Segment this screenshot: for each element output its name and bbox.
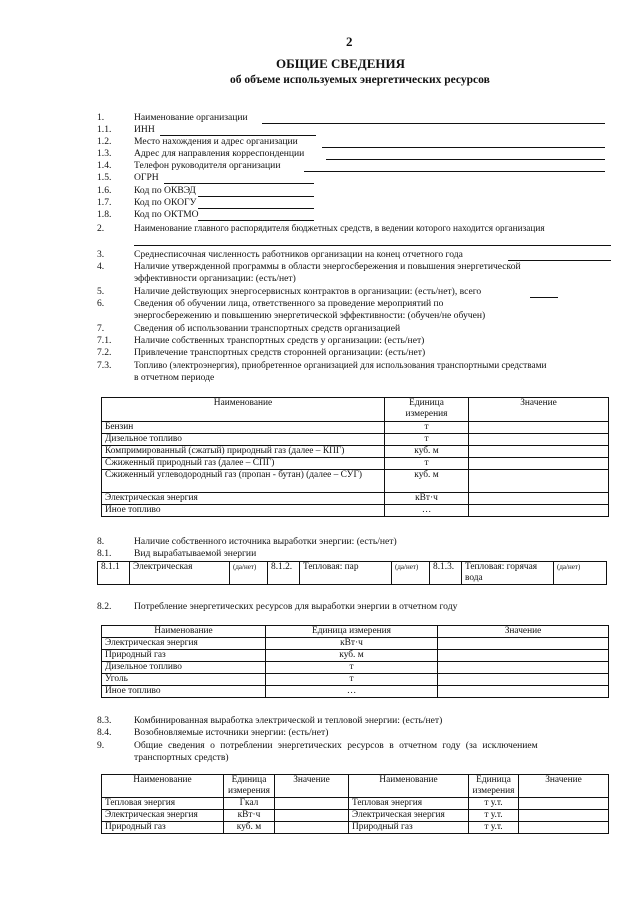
field-line[interactable] bbox=[262, 123, 605, 124]
type-num: 8.1.3. bbox=[430, 562, 462, 585]
row-name: Электрическая энергия bbox=[102, 810, 224, 822]
header-cell: Значение bbox=[275, 775, 349, 798]
row-unit: куб. м bbox=[224, 822, 275, 834]
field-num: 1.3. bbox=[97, 148, 112, 159]
item-7-3-text: Топливо (электроэнергия), приобретенное организацией для использования транспортными средствами bbox=[134, 361, 547, 371]
item-8-2-text: Потребление энергетических ресурсов для выработки энергии в отчетном году bbox=[134, 601, 458, 612]
table-row bbox=[102, 798, 609, 810]
field-label: Код по ОКВЭД bbox=[134, 185, 196, 196]
field-num: 1.2. bbox=[97, 136, 112, 147]
energy-type-table bbox=[97, 561, 607, 585]
item-4-text: эффективности организации: (есть/нет) bbox=[134, 273, 296, 284]
fuel-table bbox=[101, 397, 609, 517]
item-9-text: Общие сведения о потреблении энергетических ресурсов в отчетном году (за исключением bbox=[134, 740, 538, 751]
item-7-3-text: в отчетном периоде bbox=[134, 372, 215, 383]
item-6-text: Сведения об обучении лица, ответственного за проведение мероприятий по bbox=[134, 298, 444, 309]
row-unit: т bbox=[266, 662, 438, 674]
row-name: Природный газ bbox=[102, 822, 224, 834]
table-row bbox=[102, 686, 609, 698]
table-row bbox=[102, 458, 609, 470]
header-cell: Наименование bbox=[102, 626, 266, 638]
row-unit: кВт·ч bbox=[385, 493, 469, 505]
header-cell: Единица измерения bbox=[385, 398, 469, 422]
type-yes-no[interactable]: (да/нет) bbox=[392, 562, 430, 585]
consumption-table bbox=[101, 774, 609, 834]
table-row bbox=[102, 810, 609, 822]
table-row bbox=[102, 662, 609, 674]
row-name: Сжиженный природный газ (далее – СПГ) bbox=[102, 458, 385, 470]
type-name: Тепловая: горячая вода bbox=[462, 562, 554, 585]
row-value[interactable] bbox=[469, 505, 609, 517]
field-line[interactable] bbox=[304, 171, 605, 172]
type-name: Электрическая bbox=[130, 562, 230, 585]
item-num: 3. bbox=[97, 249, 105, 260]
field-num: 1.7. bbox=[97, 197, 112, 208]
item-4-text: Наличие утвержденной программы в области энергосбережения и повышения энергетической bbox=[134, 261, 521, 272]
row-value[interactable] bbox=[519, 822, 609, 834]
field-label: Код по ОКТМО bbox=[134, 209, 199, 220]
item-num: 7. bbox=[97, 323, 105, 334]
item-num: 7.2. bbox=[97, 347, 112, 358]
row-value[interactable] bbox=[438, 674, 609, 686]
row-unit: т bbox=[385, 458, 469, 470]
row-value[interactable] bbox=[519, 798, 609, 810]
field-line[interactable] bbox=[322, 147, 605, 148]
row-value[interactable] bbox=[469, 470, 609, 493]
item-2-text: Наименование главного распорядителя бюджетных средств, в ведении которого находится организация bbox=[134, 224, 545, 234]
item-8-1-text: Вид вырабатываемой энергии bbox=[134, 548, 257, 559]
item-3-line[interactable] bbox=[508, 260, 611, 261]
item-num: 8.4. bbox=[97, 727, 112, 738]
item-8-text: Наличие собственного источника выработки энергии: (есть/нет) bbox=[134, 536, 397, 547]
row-unit: куб. м bbox=[385, 470, 469, 493]
field-num: 1.8. bbox=[97, 209, 112, 220]
row-name: Иное топливо bbox=[102, 505, 385, 517]
row-unit: т у.т. bbox=[469, 822, 519, 834]
field-label: Место нахождения и адрес организации bbox=[134, 136, 298, 147]
item-8-4-text: Возобновляемые источники энергии: (есть/нет) bbox=[134, 727, 329, 738]
row-value[interactable] bbox=[275, 810, 349, 822]
row-unit: т у.т. bbox=[469, 798, 519, 810]
row-name: Тепловая энергия bbox=[349, 798, 469, 810]
row-name: Компримированный (сжатый) природный газ (далее – КПГ) bbox=[102, 446, 385, 458]
item-2-line[interactable] bbox=[134, 245, 611, 246]
field-line[interactable] bbox=[326, 159, 605, 160]
table-header-row bbox=[102, 775, 609, 798]
field-line[interactable] bbox=[164, 183, 314, 184]
row-unit: … bbox=[266, 686, 438, 698]
row-name: Тепловая энергия bbox=[102, 798, 224, 810]
field-num: 1.1. bbox=[97, 124, 112, 135]
row-unit: … bbox=[385, 505, 469, 517]
table-row bbox=[102, 822, 609, 834]
type-num: 8.1.2. bbox=[268, 562, 300, 585]
item-num: 8.2. bbox=[97, 601, 112, 612]
field-line[interactable] bbox=[198, 220, 314, 221]
table-row bbox=[98, 562, 607, 585]
row-name: Бензин bbox=[102, 422, 385, 434]
row-unit: кВт·ч bbox=[224, 810, 275, 822]
item-6-text: энергосбережению и повышению энергетической эффективности: (обучен/не обучен) bbox=[134, 310, 486, 321]
row-name: Электрическая энергия bbox=[102, 493, 385, 505]
header-cell: Наименование bbox=[349, 775, 469, 798]
row-name: Уголь bbox=[102, 674, 266, 686]
item-8-3-text: Комбинированная выработка электрической и тепловой энергии: (есть/нет) bbox=[134, 715, 443, 726]
page-title: ОБЩИЕ СВЕДЕНИЯ bbox=[276, 56, 405, 71]
header-cell: Единица измерения bbox=[266, 626, 438, 638]
header-cell: Наименование bbox=[102, 775, 224, 798]
row-value[interactable] bbox=[469, 446, 609, 458]
table-row bbox=[102, 446, 609, 458]
field-num: 1.5. bbox=[97, 172, 112, 183]
row-unit: т bbox=[385, 422, 469, 434]
field-line[interactable] bbox=[198, 208, 314, 209]
item-7-2-text: Привлечение транспортных средств сторонней организации: (есть/нет) bbox=[134, 347, 426, 358]
field-label: Наименование организации bbox=[134, 112, 248, 123]
row-value[interactable] bbox=[469, 493, 609, 505]
field-num: 1.6. bbox=[97, 185, 112, 196]
table-row bbox=[102, 470, 609, 493]
table-row bbox=[102, 505, 609, 517]
row-name: Природный газ bbox=[349, 822, 469, 834]
header-cell: Значение bbox=[438, 626, 609, 638]
row-name: Дизельное топливо bbox=[102, 662, 266, 674]
row-value[interactable] bbox=[275, 798, 349, 810]
header-cell: Значение bbox=[519, 775, 609, 798]
table-row bbox=[102, 434, 609, 446]
row-unit: т bbox=[385, 434, 469, 446]
row-value[interactable] bbox=[469, 422, 609, 434]
item-num: 9. bbox=[97, 740, 105, 751]
row-value[interactable] bbox=[438, 638, 609, 650]
table-row bbox=[102, 422, 609, 434]
row-name: Дизельное топливо bbox=[102, 434, 385, 446]
item-num: 2. bbox=[97, 223, 105, 234]
row-unit: куб. м bbox=[266, 650, 438, 662]
row-value[interactable] bbox=[438, 650, 609, 662]
item-5-line[interactable] bbox=[530, 297, 558, 298]
table-row bbox=[102, 493, 609, 505]
row-name: Сжиженный углеводородный газ (пропан - бутан) (далее – СУГ) bbox=[102, 470, 385, 493]
table-row bbox=[102, 650, 609, 662]
page-number: 2 bbox=[346, 34, 353, 49]
row-value[interactable] bbox=[469, 458, 609, 470]
field-label: Адрес для направления корреспонденции bbox=[134, 148, 305, 159]
header-cell: Значение bbox=[469, 398, 609, 422]
item-3-text: Среднесписочная численность работников организации на конец отчетного года bbox=[134, 249, 463, 260]
row-unit: Гкал bbox=[224, 798, 275, 810]
row-name: Природный газ bbox=[102, 650, 266, 662]
row-value[interactable] bbox=[275, 822, 349, 834]
row-unit: кВт·ч bbox=[266, 638, 438, 650]
row-unit: т bbox=[266, 674, 438, 686]
page-subtitle: об объеме используемых энергетических ресурсов bbox=[230, 74, 490, 86]
item-9-text: транспортных средств) bbox=[134, 752, 229, 763]
field-label: ОГРН bbox=[134, 172, 159, 183]
item-num: 8.1. bbox=[97, 548, 112, 559]
item-7-1-text: Наличие собственных транспортных средств у организации: (есть/нет) bbox=[134, 335, 425, 346]
field-label: Код по ОКОГУ bbox=[134, 197, 197, 208]
row-unit: куб. м bbox=[385, 446, 469, 458]
field-label: Телефон руководителя организации bbox=[134, 160, 281, 171]
generation-table bbox=[101, 625, 609, 698]
type-yes-no[interactable]: (да/нет) bbox=[230, 562, 268, 585]
item-num: 5. bbox=[97, 286, 105, 297]
item-num: 7.1. bbox=[97, 335, 112, 346]
item-7-text: Сведения об использовании транспортных средств организацией bbox=[134, 323, 401, 334]
row-value[interactable] bbox=[438, 662, 609, 674]
table-row bbox=[102, 674, 609, 686]
row-name: Электрическая энергия bbox=[102, 638, 266, 650]
field-label: ИНН bbox=[134, 124, 155, 135]
type-num: 8.1.1 bbox=[98, 562, 130, 585]
row-value[interactable] bbox=[519, 810, 609, 822]
type-yes-no[interactable]: (да/нет) bbox=[554, 562, 607, 585]
header-cell: Единица измерения bbox=[469, 775, 519, 798]
field-num: 1.4. bbox=[97, 160, 112, 171]
table-header-row bbox=[102, 398, 609, 422]
item-5-text: Наличие действующих энергосервисных контрактов в организации: (есть/нет), всего bbox=[134, 286, 482, 297]
row-name: Электрическая энергия bbox=[349, 810, 469, 822]
item-num: 4. bbox=[97, 261, 105, 272]
item-num: 6. bbox=[97, 298, 105, 309]
item-num: 7.3. bbox=[97, 360, 112, 371]
item-num: 8. bbox=[97, 536, 105, 547]
item-num: 8.3. bbox=[97, 715, 112, 726]
row-unit: т у.т. bbox=[469, 810, 519, 822]
header-cell: Единица измерения bbox=[224, 775, 275, 798]
row-name: Иное топливо bbox=[102, 686, 266, 698]
header-cell: Наименование bbox=[102, 398, 385, 422]
type-name: Тепловая: пар bbox=[300, 562, 392, 585]
row-value[interactable] bbox=[469, 434, 609, 446]
row-value[interactable] bbox=[438, 686, 609, 698]
table-row bbox=[102, 638, 609, 650]
field-num: 1. bbox=[97, 112, 105, 123]
field-line[interactable] bbox=[198, 196, 314, 197]
table-header-row bbox=[102, 626, 609, 638]
